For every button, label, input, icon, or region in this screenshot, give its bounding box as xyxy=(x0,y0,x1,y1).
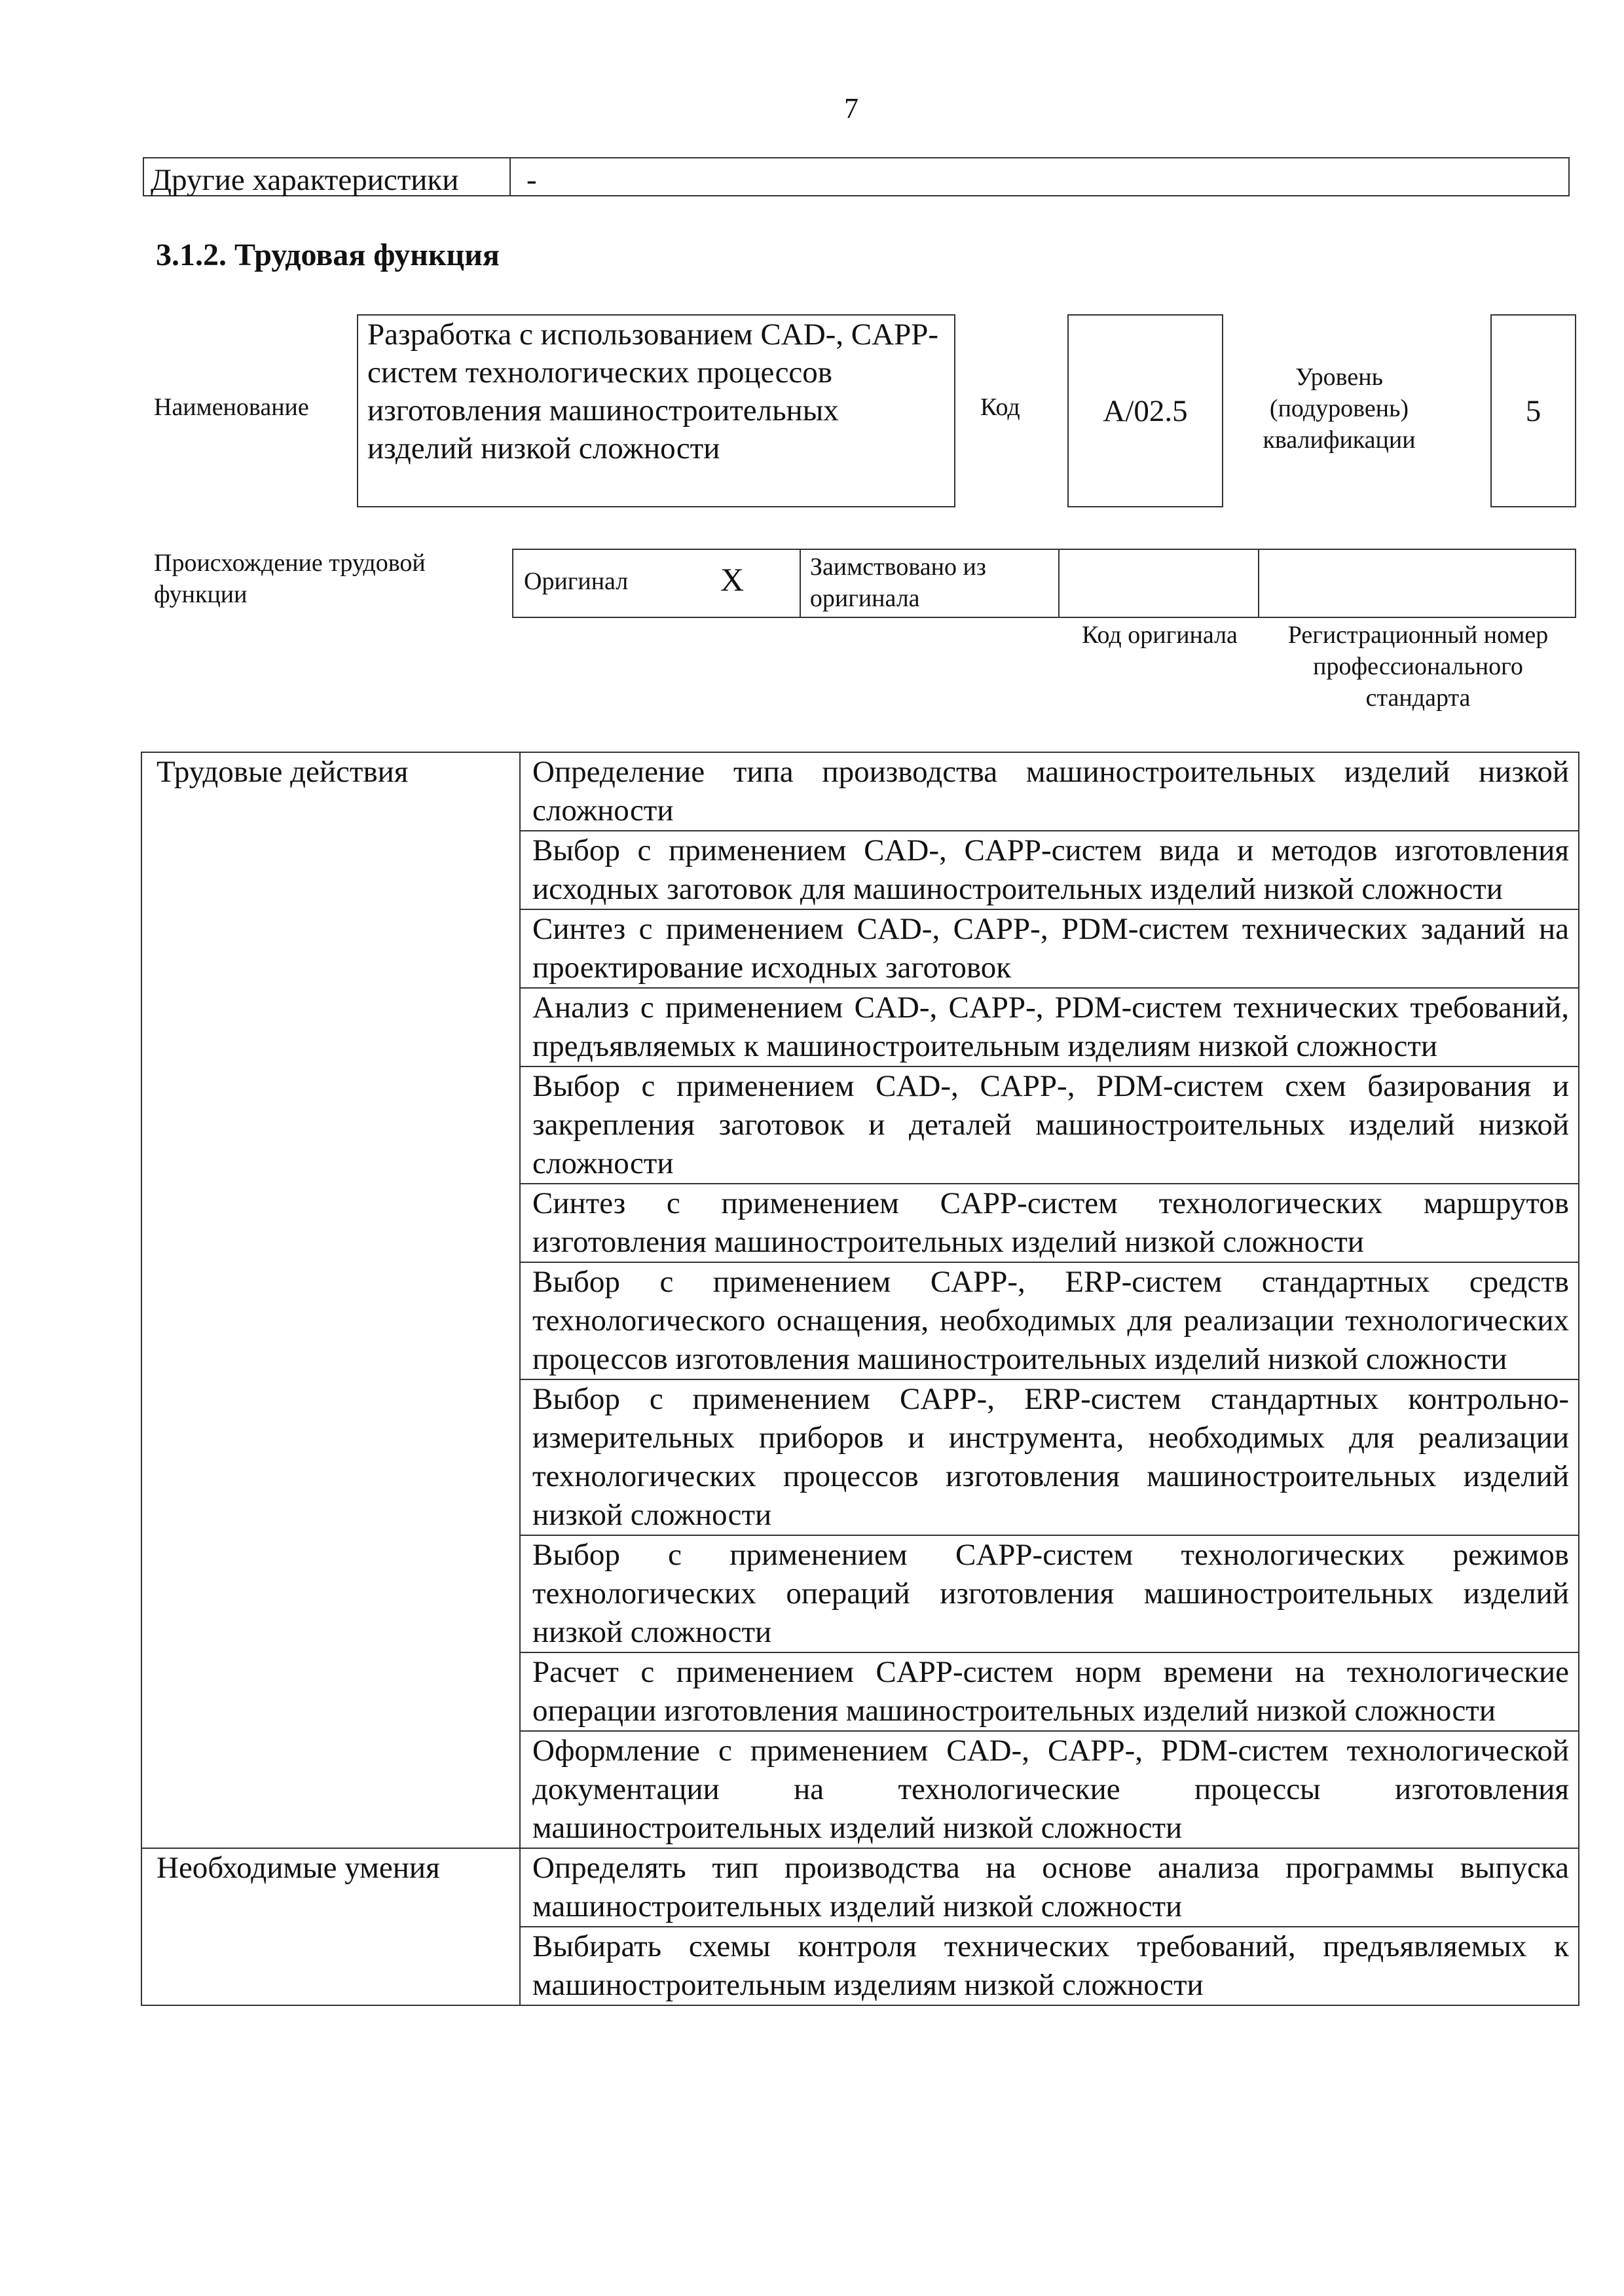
labor-action-item: Анализ с применением CAD-, CAPP-, PDM-систем технических требований, предъявляемых к машиностроительным изделиям низкой сложности xyxy=(520,988,1579,1066)
skill-item: Выбирать схемы контроля технических требований, предъявляемых к машиностроительным изделиям низкой сложности xyxy=(520,1927,1579,2005)
table-row xyxy=(141,752,1579,831)
function-code-box xyxy=(1067,314,1223,507)
code-label: Код xyxy=(980,393,1020,421)
labor-action-item: Выбор с применением CAPP-, ERP-систем стандартных контрольно-измерительных приборов и инструмента, необходимых для реализации технологических процессов изготовления машиностроительных изделий низкой сложности xyxy=(520,1379,1579,1535)
table-row xyxy=(141,1848,1579,1927)
required-skills-label: Необходимые умения xyxy=(141,1848,520,2005)
other-characteristics-row xyxy=(143,157,1570,196)
original-mark: X xyxy=(720,561,745,598)
function-code-value: A/02.5 xyxy=(1103,393,1188,428)
labor-action-item: Определение типа производства машиностроительных изделий низкой сложности xyxy=(520,752,1579,831)
name-label: Наименование xyxy=(154,393,309,421)
labor-action-item: Синтез с применением CAPP-систем технологических маршрутов изготовления машиностроительных изделий низкой сложности xyxy=(520,1184,1579,1262)
section-title: 3.1.2. Трудовая функция xyxy=(156,238,500,272)
other-characteristics-label: Другие характеристики xyxy=(144,158,511,195)
labor-action-item: Оформление с применением CAD-, CAPP-, PDM-систем технологической документации на технологические процессы изготовления машиностроительных изделий низкой сложности xyxy=(520,1731,1579,1848)
original-code-cell xyxy=(1060,550,1259,617)
main-table xyxy=(141,752,1579,2006)
borrowed-label: Заимствовано из оригинала xyxy=(809,553,986,612)
labor-actions-label: Трудовые действия xyxy=(141,752,520,1848)
level-box xyxy=(1490,314,1576,507)
borrowed-cell xyxy=(801,550,1060,617)
other-characteristics-value: - xyxy=(526,163,537,197)
reg-number-cell xyxy=(1259,550,1575,617)
origin-original-cell xyxy=(513,550,801,617)
reg-caption: Регистрационный номер профессионального стандарта xyxy=(1287,621,1549,712)
labor-action-item: Выбор с применением CAD-, CAPP-, PDM-систем схем базирования и закрепления заготовок и деталей машиностроительных изделий низкой сложности xyxy=(520,1066,1579,1184)
level-value: 5 xyxy=(1525,393,1541,428)
labor-action-item: Выбор с применением CAPP-систем технологических режимов технологических операций изготовления машиностроительных изделий низкой сложности xyxy=(520,1535,1579,1652)
labor-action-item: Выбор с применением CAPP-, ERP-систем стандартных средств технологического оснащения, необходимых для реализации технологических процессов изготовления машиностроительных изделий низкой сложности xyxy=(520,1262,1579,1379)
origin-label: Происхождение трудовой функции xyxy=(154,549,426,608)
page-number: 7 xyxy=(844,92,858,124)
labor-action-item: Выбор с применением CAD-, CAPP-систем вида и методов изготовления исходных заготовок для машиностроительных изделий низкой сложности xyxy=(520,831,1579,909)
code-caption: Код оригинала xyxy=(1082,621,1238,649)
original-label: Оригинал xyxy=(524,568,629,595)
skill-item: Определять тип производства на основе анализа программы выпуска машиностроительных изделий низкой сложности xyxy=(520,1848,1579,1927)
labor-action-item: Синтез с применением CAD-, CAPP-, PDM-систем технических заданий на проектирование исходных заготовок xyxy=(520,909,1579,988)
function-name-box: Разработка с использованием CAD-, CAPP-систем технологических процессов изготовления машиностроительных изделий низкой сложности xyxy=(357,314,955,507)
labor-action-item: Расчет с применением CAPP-систем норм времени на технологические операции изготовления машиностроительных изделий низкой сложности xyxy=(520,1652,1579,1731)
level-label: Уровень (подуровень) квалификации xyxy=(1263,363,1416,454)
origin-grid xyxy=(512,549,1576,618)
